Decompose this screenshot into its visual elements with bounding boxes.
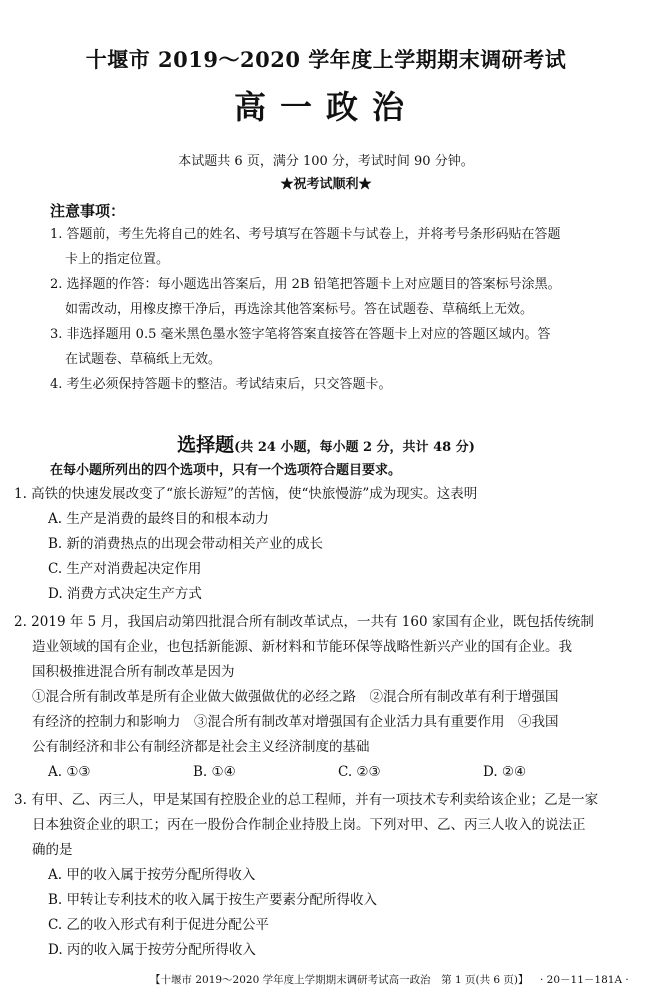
question-1 <box>14 482 638 607</box>
question-stem-cont: 确的是 <box>32 842 73 858</box>
notice-item-2: 2. 选择题的作答：每小题选出答案后，用 2B 铅笔把答题卡上对应题目的答案标号涂黑。 如需改动，用橡皮擦干净后，再选涂其他答案标号。答在试题卷、草稿纸上无效。 <box>50 277 561 317</box>
option-a: A. ①③ <box>48 764 91 780</box>
question-stem-cont: 国积极推进混合所有制改革是因为 <box>32 664 235 680</box>
section-heading <box>0 430 652 457</box>
footer-code: · 20－11－181A · <box>540 974 629 986</box>
statements: 公有制经济和非公有制经济都是社会主义经济制度的基础 <box>32 739 370 755</box>
notice-item-3: 3. 非选择题用 0.5 毫米黑色墨水签字笔将答案直接答在答题卡上对应的答题区域内。答 在试题卷、草稿纸上无效。 <box>50 327 551 367</box>
question-stem-cont: 日本独资企业的职工；丙在一股份合作制企业持股上岗。下列对甲、乙、丙三人收入的说法正 <box>32 817 586 833</box>
subject-title: 高一政治 <box>233 88 418 126</box>
option-c: C. 乙的收入形式有利于促进分配公平 <box>48 917 269 933</box>
question-stem-cont: 造业领域的国有企业，也包括新能源、新材料和节能环保等战略性新兴产业的国有企业。我 <box>32 639 572 655</box>
exam-title: 十堰市 2019～2020 学年度上学期期末调研考试 <box>85 47 567 72</box>
statements: ①混合所有制改革是所有企业做大做强做优的必经之路 ②混合所有制改革有利于增强国 <box>32 689 559 705</box>
section-subtitle: (共 24 小题，每小题 2 分，共计 48 分) <box>234 440 475 455</box>
section-instruction: 在每小题所列出的四个选项中，只有一个选项符合题目要求。 <box>50 463 402 478</box>
section-title: 选择题 <box>177 434 235 456</box>
option-b: B. ①④ <box>193 764 236 780</box>
option-d: D. 丙的收入属于按劳分配所得收入 <box>48 942 256 958</box>
option-b: B. 新的消费热点的出现会带动相关产业的成长 <box>48 536 324 552</box>
footer-page-info: 【十堰市 2019～2020 学年度上学期期末调研考试高一政治 第 1 页(共 6 页)】 <box>150 974 529 986</box>
option-c: C. ②③ <box>338 764 381 780</box>
question-stem: 2. 2019 年 5 月，我国启动第四批混合所有制改革试点，一共有 160 家国有企业，既包括传统制 <box>14 614 594 630</box>
question-stem: 1. 高铁的快速发展改变了“旅长游短”的苦恼，使“快旅慢游”成为现实。这表明 <box>14 486 478 502</box>
options-row <box>14 760 638 785</box>
question-3 <box>14 788 638 963</box>
option-b: B. 甲转让专利技术的收入属于按生产要素分配所得收入 <box>48 892 378 908</box>
exam-wish: ★祝考试顺利★ <box>280 177 372 192</box>
option-a: A. 甲的收入属于按劳分配所得收入 <box>48 867 256 883</box>
option-a: A. 生产是消费的最终目的和根本动力 <box>48 511 269 527</box>
statements: 有经济的控制力和影响力 ③混合所有制改革对增强国有企业活力具有重要作用 ④我国 <box>32 714 559 730</box>
notice-item-4: 4. 考生必须保持答题卡的整洁。考试结束后，只交答题卡。 <box>50 377 392 392</box>
notice-item-1: 1. 答题前，考生先将自己的姓名、考号填写在答题卡与试卷上，并将考号条形码贴在答题 卡上的指定位置。 <box>50 227 561 267</box>
question-stem: 3. 有甲、乙、丙三人，甲是某国有控股企业的总工程师，并有一项技术专利卖给该企业；乙是一家 <box>14 792 599 808</box>
question-2 <box>14 610 638 785</box>
option-d: D. ②④ <box>483 764 527 780</box>
exam-info: 本试题共 6 页，满分 100 分，考试时间 90 分钟。 <box>178 154 474 169</box>
option-c: C. 生产对消费起决定作用 <box>48 561 202 577</box>
notice-title: 注意事项： <box>50 202 126 220</box>
option-d: D. 消费方式决定生产方式 <box>48 586 202 602</box>
